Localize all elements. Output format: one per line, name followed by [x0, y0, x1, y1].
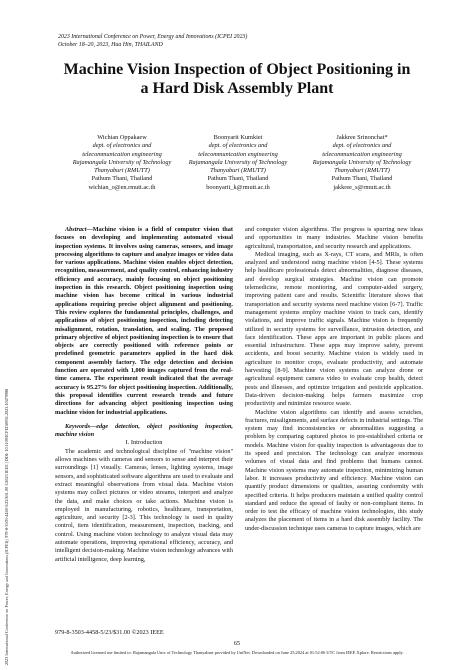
author-block-3 — [298, 134, 426, 192]
author-university: Rajamangala University of Technology — [72, 158, 172, 166]
author-name: Boonyarit Kumkiet — [213, 134, 263, 141]
author-university: Thanyaburi (RMUTT) — [210, 167, 266, 175]
author-block-1 — [58, 134, 186, 192]
author-dept: dept. of electronics and — [332, 142, 392, 150]
author-city: Pathum Thani, Thailand — [331, 175, 393, 183]
author-dept: dept. of electronics and — [208, 142, 268, 150]
abstract-text: —Machine vision is a field of computer vision that focuses on developing and implementing automated visual inspection systems. It involves using cameras, sensors, and image processing algorithms to capture and analyze images or video data for various applications. Machine vision enables object detection, recognition, measurement, and quality control, enhancing industry efficiency and accuracy, mainly focusing on object positioning inspection in this research. Object positioning inspection using machine vision has become critical in various industrial applications requiring precise object alignment and positioning. This review explores the fundamental principles, challenges, and applications of object positioning inspection, including detecting misalignment, rotation, translation, and scaling. The proposed primary objective of object positioning inspection is to ensure that objects are correctly positioned with reference points or predefined geometric parameters applied in the hard disk component assembly factory. The edge detection and decision function are operated with 1,000 images captured from the real-time camera. The experiment result indicated that the average accuracy is 95.27% for object positioning inspection. Additionally, this proposal identifies current research trends and future directions for advancing object positioning inspection using machine vision for industrial applications. — [55, 226, 233, 416]
author-email[interactable]: jakkree_s@rmutt.ac.th — [333, 183, 391, 191]
abstract — [55, 226, 233, 417]
author-dept: telecommunication engineering — [198, 150, 278, 158]
title-line-2: a Hard Disk Assembly Plant — [140, 80, 334, 97]
right-column — [245, 226, 423, 533]
author-city: Pathum Thani, Thailand — [207, 175, 269, 183]
conference-header — [58, 33, 247, 50]
author-dept: telecommunication engineering — [322, 150, 402, 158]
author-city: Pathum Thani, Thailand — [91, 175, 153, 183]
body-paragraph: Machine vision algorithms can identify and assess scratches, fractures, misalignments, and surface defects in industrial settings. The system may find inconsistencies or abnormalities suggesting a problem by comparing captured photos to pre-established criteria or models. Machine vision for quality inspection is advantageous due to its speed and precision. The technology can analyze enormous volumes of visual data and find problems that humans cannot. Machine vision systems may automate inspection, minimizing human labor. It increases productivity and efficiency. Machine vision can quantify product dimensions or qualities, assuring conformity with specified criteria. It helps producers maintain a unified quality control standard and reduce the spread of faulty or non-compliant items. In order to test the efficacy of machine vision technologies, this study analyzes the placement of items in a hard disk assembly facility. The under-discussion technique uses cameras to capture images, which are — [245, 408, 423, 532]
author-name: Jakkree Srinonchat* — [336, 134, 388, 141]
body-paragraph: The academic and technological discipline of "machine vision" allows machines with cameras and sensors to sense and interpret their surroundings [1] visually. Cameras, lenses, lighting systems, image sensors, and sophisticated software algorithms are used to evaluate and extract meaningful observations from visual data. Machine vision systems may collect pictures or video streams, interpret and analyze the data, and make choices or take actions. Machine vision is employed in manufacturing, robotics, healthcare, transportation, agriculture, and security [2-3]. This technology is used in quality control, item identification, measurement, inspection, tracking, and control. Using machine vision technology to analyze visual data may automate operations, improving operational efficiency, accuracy, and intelligent decision-making. Machine vision technology advances with artificial intelligence, deep learning, — [55, 447, 233, 563]
author-email[interactable]: boonyarit_k@rmutt.ac.th — [206, 183, 270, 191]
keywords-label: Keywords — [65, 422, 90, 430]
paper-title — [40, 60, 434, 98]
author-name: Wichian Oppakaew — [97, 134, 147, 141]
author-email[interactable]: wichian_o@en.rmutt.ac.th — [88, 183, 156, 191]
conference-name: 2023 International Conference on Power, Energy and Innovations (ICPEI 2023) — [58, 34, 248, 40]
keywords — [55, 423, 233, 440]
body-paragraph: and computer vision algorithms. The progress is spurring new ideas and opportunities in many industries. Machine vision benefits agricultural, transportation, and security research and applications. — [245, 226, 423, 250]
left-column — [55, 226, 233, 564]
isbn-copyright: 979-8-3503-4458-5/23/$31.00 ©2023 IEEE — [55, 629, 164, 636]
author-dept: telecommunication engineering — [82, 150, 162, 158]
side-margin-note — [2, 80, 12, 665]
title-line-1: Machine Vision Inspection of Object Positioning in — [63, 61, 411, 78]
author-university: Thanyaburi (RMUTT) — [334, 167, 390, 175]
license-notice: Authorized licensed use limited to: Rajamangala Univ of Technology Thanyaburi provided by UniNet. Downloaded on June 25,2024 at 01:52:06 UTC from IEEE Xplore. Restrictions apply. — [70, 650, 404, 655]
conference-dates: October 18–20, 2023, Hua Hin, THAILAND — [58, 42, 163, 49]
body-paragraph: Medical imaging, such as X-rays, CT scans, and MRIs, is often analyzed and understood using machine vision [4-5]. These systems help healthcare professionals detect abnormalities, diagnose diseases, and develop surgical strategies. Machine vision can promote telemedicine, remote monitoring, and computer-aided surgery, improving patient care and results. Scientific literature shows that transportation and security systems need machine vision [6-7]. Traffic management systems employ machine vision to track cars, identify violations, and improve traffic signals. Machine vision is frequently utilized in security systems for surveillance, intrusion detection, and face identification. These apps are important in public places and essential infrastructure. These apps may improve safety, prevent accidents, and boost security. Machine vision is widely used in agriculture to monitor crops, evaluate productivity, and automate harvesting [8-9]. Machine vision systems can analyze drone or agricultural equipment camera video to evaluate crop health, detect pests and illnesses, and optimize irrigation and pesticide application. Data-driven decision-making helps farmers maximize crop productivity and minimize resource waste. — [245, 250, 423, 408]
author-university: Rajamangala University of Technology — [188, 158, 288, 166]
page-number: 65 — [233, 640, 241, 647]
abstract-label: Abstract — [65, 226, 87, 233]
section-heading-introduction: I. Introduction — [125, 439, 163, 447]
author-block-2 — [174, 134, 302, 192]
author-university: Rajamangala University of Technology — [312, 158, 412, 166]
author-university: Thanyaburi (RMUTT) — [94, 167, 150, 175]
side-doi-text: 2023 International Conference on Power, Energy and Innovations (ICPEI) | 979-8-3503-4458-5/23/$31.00 ©2023 IEEE | DOI: 10.1109/ICPEI58931.2023.10479988 — [4, 388, 9, 665]
keywords-text: —edge detection, object positioning inspection, machine vision — [55, 422, 233, 439]
author-dept: dept. of electronics and — [92, 142, 152, 150]
